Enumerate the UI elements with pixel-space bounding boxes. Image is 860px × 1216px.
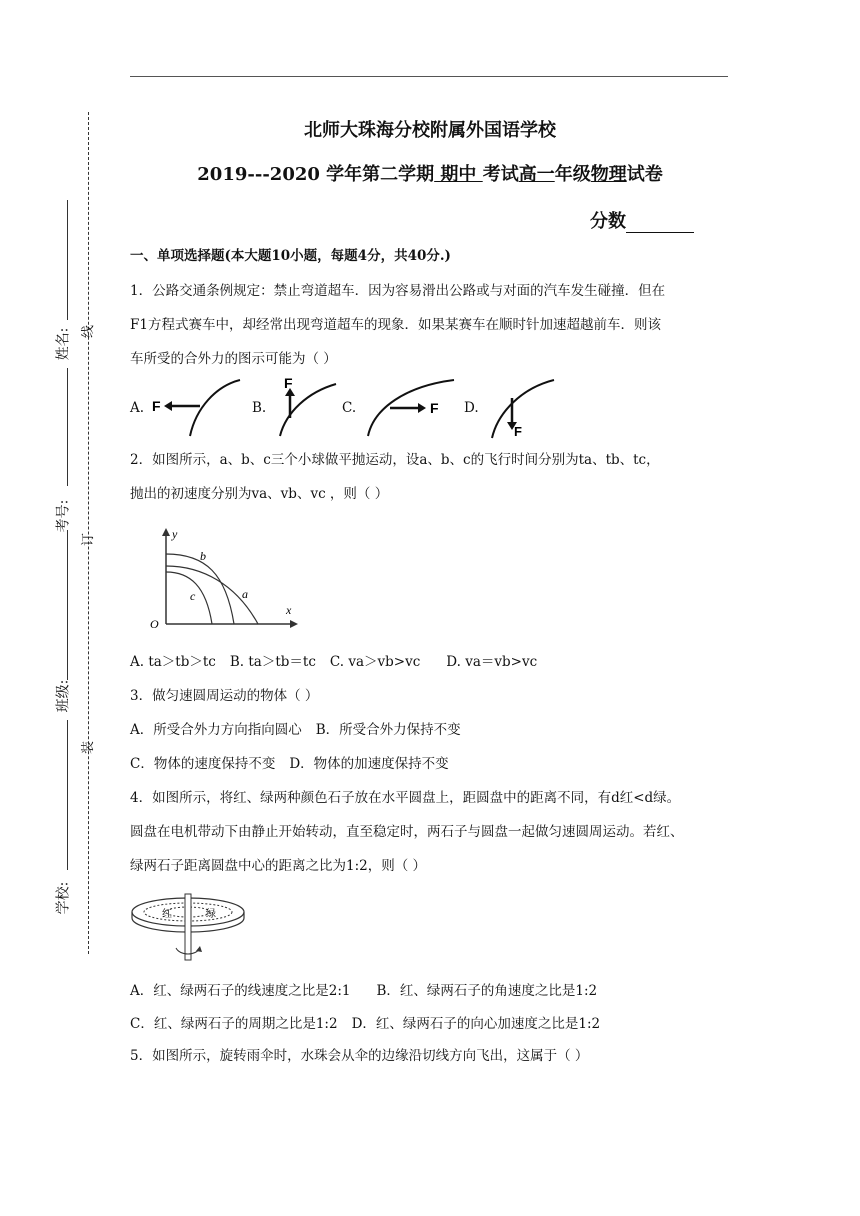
q4-line-1: 4．如图所示，将红、绿两种颜色石子放在水平圆盘上，距圆盘中的距离不同，有d红<d绿。 [130,790,681,806]
q2-option-b: B. ta＞tb＝tc [229,654,316,670]
q3-options-ab [130,720,461,740]
q4-line-2: 圆盘在电机带动下由静止开始转动，直至稳定时，两石子与圆盘一起做匀速圆周运动。若红、 [130,824,684,840]
class-label: 班级: [55,679,72,713]
label-c: c [190,589,196,603]
exam-title [0,160,860,186]
red-stone-label: 红 [162,909,172,920]
q2-option-c: C. va＞vb>vc [329,654,421,670]
y-axis-label: y [172,527,178,541]
q1-option-d-figure [486,376,566,442]
q3-option-d: D．物体的加速度保持不变 [289,756,449,772]
q4-option-b: B．红、绿两石子的角速度之比是1:2 [376,983,598,999]
q4-option-d: D．红、绿两石子的向心加速度之比是1:2 [351,1016,601,1032]
class-field-line [67,720,68,870]
exam-grade: 高一 [518,164,555,185]
q1-line-1: 1．公路交通条例规定：禁止弯道超车．因为容易滑出公路或与对面的汽车发生碰撞．但在 [130,283,666,299]
label-b: b [200,549,206,563]
score-blank[interactable] [626,214,694,233]
q1-option-a-label: A. [130,400,145,416]
q2-line-1: 2．如图所示，a、b、c三个小球做平抛运动，设a、b、c的飞行时间分别为ta、tb、tc， [130,452,660,468]
q3-option-b: B．所受合外力保持不变 [315,722,461,738]
q4-option-a: A．红、绿两石子的线速度之比是2:1 [130,983,351,999]
q2-projectile-figure [146,524,302,636]
label-a: a [242,587,248,601]
exam-grade-suffix: 年级 [554,164,591,185]
q1-option-b-label: B. [252,400,267,416]
exam-term: 期中 [434,164,483,185]
q1-option-b-figure [272,378,352,440]
green-stone-label: 绿 [206,909,216,920]
name-field-line-lower [67,368,68,486]
q3-options-cd [130,754,449,774]
q1-line-3: 车所受的合外力的图示可能为（ ） [130,351,337,367]
x-axis-arrow [290,620,298,628]
q1-option-c-figure [362,378,462,440]
q1-line-2: F1方程式赛车中，却经常出现弯道超车的现象．如果某赛车在顺时针加速超越前车．则该 [130,317,661,333]
force-label: F [152,398,161,414]
curve-path [492,380,554,438]
q2-option-d: D. va＝vb>vc [446,654,538,670]
q2-options [130,652,537,672]
section-heading: 一、单项选择题(本大题10小题，每题4分，共40分.) [130,248,451,264]
force-label: F [284,378,293,391]
name-field-line [67,200,68,320]
q3-option-c: C．物体的速度保持不变 [130,756,276,772]
force-label: F [430,400,439,416]
q3-option-a: A．所受合外力方向指向圆心 [130,722,302,738]
score-label: 分数 [590,211,626,232]
school-title: 北师大珠海分校附属外国语学校 [304,120,556,141]
binding-mark-order: 订 [81,532,97,547]
q1-option-c-label: C. [342,400,357,416]
score-field [590,207,694,233]
binding-mark-line: 线 [81,324,97,339]
q4-options-cd [130,1014,600,1034]
q2-line-2: 抛出的初速度分别为va、vb、vc ，则（ ） [130,486,389,502]
force-arrow-head [418,403,426,413]
rotation-arrow-head [196,946,202,952]
q4-options-ab [130,981,597,1001]
school-label: 学校: [55,881,72,915]
axle [185,894,191,960]
q4-disc-figure [128,890,248,966]
q2-option-a: A. ta＞tb＞tc [130,654,216,670]
force-label: F [514,424,522,439]
exam-end: 试卷 [626,164,663,185]
q5-line-1: 5．如图所示，旋转雨伞时，水珠会从伞的边缘沿切线方向飞出，这属于（ ） [130,1048,589,1064]
exam-subject: 物理 [590,164,627,185]
class-field-line-upper [67,540,68,680]
exam-mid: 考试 [482,164,519,185]
q1-option-a-figure [148,378,248,440]
binding-mark-pack: 装 [81,740,97,755]
curve-path [190,380,240,436]
q4-line-3: 绿两石子距离圆盘中心的距离之比为1:2，则（ ） [130,858,427,874]
top-rule [130,76,728,77]
exam-prefix: 2019---2020 学年第二学期 [197,164,435,185]
name-label: 姓名: [55,327,72,361]
q1-option-d-label: D. [464,400,479,416]
origin-label: O [150,617,159,631]
trajectory-c [166,572,212,624]
q3-line-1: 3．做匀速圆周运动的物体（ ） [130,688,319,704]
x-axis-label: x [286,603,292,617]
force-arrow-head [164,401,172,411]
q4-option-c: C．红、绿两石子的周期之比是1:2 [130,1016,338,1032]
id-label: 考号: [55,499,72,533]
y-axis-arrow [162,528,170,536]
